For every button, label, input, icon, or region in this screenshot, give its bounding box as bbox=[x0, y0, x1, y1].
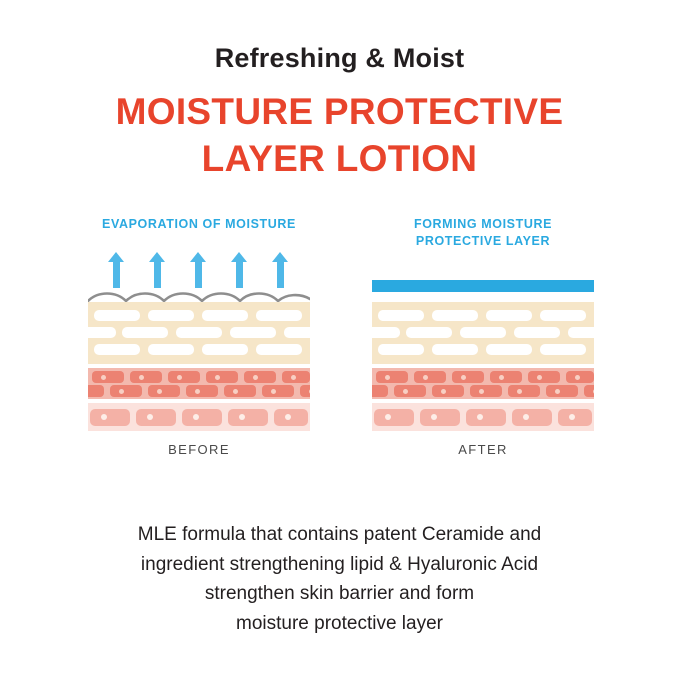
skin-cell bbox=[414, 371, 446, 383]
cell-nucleus bbox=[461, 375, 466, 380]
lipid-brick bbox=[94, 310, 140, 321]
arrow-up-icon bbox=[195, 260, 202, 288]
cell-nucleus bbox=[101, 414, 107, 420]
cell-nucleus bbox=[157, 389, 162, 394]
cell-nucleus bbox=[139, 375, 144, 380]
cell-nucleus bbox=[101, 375, 106, 380]
skin-cell bbox=[110, 385, 142, 397]
skin-cell bbox=[224, 385, 256, 397]
lipid-brick bbox=[122, 327, 168, 338]
skin-cell bbox=[528, 371, 560, 383]
skin-cell bbox=[394, 385, 426, 397]
skin-cell bbox=[508, 385, 540, 397]
before-caption: EVAPORATION OF MOISTURE bbox=[102, 217, 296, 232]
lipid-brick bbox=[284, 327, 310, 338]
arrow-up-icon bbox=[113, 260, 120, 288]
cell-nucleus bbox=[385, 375, 390, 380]
skin-cell bbox=[206, 371, 238, 383]
arrow-up-icon bbox=[277, 260, 284, 288]
skin-cell bbox=[130, 371, 162, 383]
arrow-up-icon bbox=[236, 260, 243, 288]
cell-nucleus bbox=[517, 389, 522, 394]
skin-cell bbox=[88, 385, 104, 397]
basal-cell bbox=[512, 409, 552, 426]
skin-cell bbox=[148, 385, 180, 397]
skin-layers bbox=[88, 302, 310, 431]
cell-nucleus bbox=[385, 414, 391, 420]
cell-nucleus bbox=[423, 375, 428, 380]
basal-cell bbox=[228, 409, 268, 426]
skin-cell bbox=[490, 371, 522, 383]
skin-cell bbox=[376, 371, 408, 383]
skin-cell bbox=[186, 385, 218, 397]
skin-cell bbox=[262, 385, 294, 397]
after-caption-line-2: PROTECTIVE LAYER bbox=[415, 234, 551, 249]
basal-cell bbox=[136, 409, 176, 426]
kicker-text: Refreshing & Moist bbox=[214, 43, 465, 73]
after-caption bbox=[358, 216, 608, 254]
skin-layers bbox=[372, 302, 594, 431]
cell-nucleus bbox=[403, 389, 408, 394]
page-title-line-2: LAYER LOTION bbox=[201, 138, 478, 180]
page-title-line-1: MOISTURE PROTECTIVE bbox=[115, 90, 564, 132]
cell-nucleus bbox=[575, 375, 580, 380]
lipid-brick bbox=[378, 344, 424, 355]
lipid-brick bbox=[202, 344, 248, 355]
cell-nucleus bbox=[177, 375, 182, 380]
skin-cell bbox=[92, 371, 124, 383]
lipid-brick bbox=[432, 344, 478, 355]
cell-nucleus bbox=[147, 414, 153, 420]
cell-nucleus bbox=[537, 375, 542, 380]
page-title bbox=[0, 88, 679, 183]
cell-nucleus bbox=[253, 375, 258, 380]
cell-nucleus bbox=[479, 389, 484, 394]
cell-nucleus bbox=[193, 414, 199, 420]
lipid-brick bbox=[230, 327, 276, 338]
heading-block bbox=[0, 0, 679, 182]
lipid-brick bbox=[486, 344, 532, 355]
lipid-brick bbox=[460, 327, 506, 338]
after-skin-illustration bbox=[372, 254, 594, 420]
lipid-brick bbox=[378, 310, 424, 321]
lipid-brick bbox=[148, 344, 194, 355]
lipid-brick bbox=[148, 310, 194, 321]
skin-cell bbox=[566, 371, 594, 383]
skin-cell bbox=[452, 371, 484, 383]
skin-diagram bbox=[0, 216, 679, 476]
lipid-brick bbox=[256, 344, 302, 355]
body-line-1: MLE formula that contains patent Ceramide and bbox=[137, 524, 542, 546]
cell-nucleus bbox=[119, 389, 124, 394]
skin-cell bbox=[372, 385, 388, 397]
basal-cell bbox=[466, 409, 506, 426]
epidermis-layer bbox=[88, 302, 310, 364]
cell-nucleus bbox=[499, 375, 504, 380]
lipid-brick bbox=[94, 344, 140, 355]
deep-layer bbox=[88, 403, 310, 431]
lipid-brick bbox=[372, 327, 400, 338]
basal-cell bbox=[558, 409, 592, 426]
basal-cell bbox=[182, 409, 222, 426]
lipid-brick bbox=[514, 327, 560, 338]
lipid-brick bbox=[540, 310, 586, 321]
cell-nucleus bbox=[233, 389, 238, 394]
cell-nucleus bbox=[215, 375, 220, 380]
skin-cell bbox=[282, 371, 310, 383]
mid-layer bbox=[372, 368, 594, 399]
lipid-brick bbox=[256, 310, 302, 321]
after-caption-line-1: FORMING MOISTURE bbox=[413, 217, 553, 232]
cell-nucleus bbox=[285, 414, 291, 420]
deep-layer bbox=[372, 403, 594, 431]
cell-nucleus bbox=[195, 389, 200, 394]
cell-nucleus bbox=[309, 389, 310, 394]
cell-nucleus bbox=[441, 389, 446, 394]
lipid-brick bbox=[540, 344, 586, 355]
basal-cell bbox=[90, 409, 130, 426]
lipid-brick bbox=[486, 310, 532, 321]
moisture-protective-layer bbox=[372, 280, 594, 292]
cell-nucleus bbox=[239, 414, 245, 420]
mid-layer bbox=[88, 368, 310, 399]
skin-cell bbox=[470, 385, 502, 397]
body-line-3: strengthen skin barrier and form bbox=[204, 583, 475, 605]
cell-nucleus bbox=[523, 414, 529, 420]
cell-nucleus bbox=[477, 414, 483, 420]
cell-nucleus bbox=[431, 414, 437, 420]
lipid-brick bbox=[406, 327, 452, 338]
lipid-brick bbox=[176, 327, 222, 338]
lipid-brick bbox=[568, 327, 594, 338]
before-panel bbox=[74, 216, 324, 457]
skin-cell bbox=[300, 385, 310, 397]
skin-cell bbox=[584, 385, 594, 397]
lipid-brick bbox=[432, 310, 478, 321]
evaporation-arrows bbox=[88, 254, 310, 288]
after-label: AFTER bbox=[458, 442, 508, 458]
before-skin-illustration bbox=[88, 254, 310, 420]
lipid-brick bbox=[88, 327, 116, 338]
cell-nucleus bbox=[555, 389, 560, 394]
before-label: BEFORE bbox=[168, 442, 230, 458]
skin-cell bbox=[432, 385, 464, 397]
epidermis-layer bbox=[372, 302, 594, 364]
body-line-2: ingredient strengthening lipid & Hyaluronic Acid bbox=[140, 553, 539, 575]
after-panel bbox=[358, 216, 608, 457]
body-copy bbox=[0, 520, 679, 638]
cell-nucleus bbox=[569, 414, 575, 420]
basal-cell bbox=[274, 409, 308, 426]
skin-cell bbox=[168, 371, 200, 383]
basal-cell bbox=[374, 409, 414, 426]
cell-nucleus bbox=[593, 389, 594, 394]
cell-nucleus bbox=[291, 375, 296, 380]
arrow-up-icon bbox=[154, 260, 161, 288]
lipid-brick bbox=[202, 310, 248, 321]
cell-nucleus bbox=[271, 389, 276, 394]
skin-cell bbox=[546, 385, 578, 397]
skin-cell bbox=[244, 371, 276, 383]
basal-cell bbox=[420, 409, 460, 426]
body-line-4: moisture protective layer bbox=[236, 612, 443, 634]
